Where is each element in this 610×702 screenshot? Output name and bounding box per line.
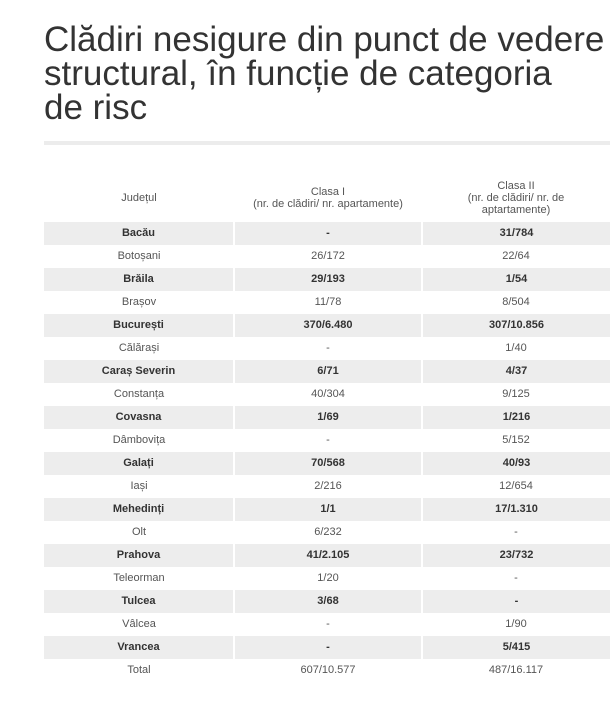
cell-class-2: 487/16.117 [488,664,544,676]
header-row [44,174,610,222]
cell-class-2: 307/10.856 [422,314,610,337]
cell-class-2: 5/152 [502,434,530,446]
cell-class-1: 6/71 [234,360,422,383]
title-line-1: Clădiri nesigure din punct de vedere [44,20,605,59]
cell-class-2: 4/37 [422,360,610,383]
cell-class-1: - [234,222,422,245]
header-class-2-sub-1: (nr. de clădiri/ nr. de [467,192,565,204]
table-row [44,406,610,429]
table-row [44,268,610,291]
title-divider [44,141,610,145]
table-row [44,245,610,268]
cell-class-1: 1/1 [234,498,422,521]
cell-county: Constanța [113,388,165,400]
cell-class-2: 23/732 [422,544,610,567]
cell-county: Galați [44,452,234,475]
table-row [44,590,610,613]
cell-county: Călărași [118,342,160,354]
cell-class-1: 26/172 [311,250,345,262]
cell-class-1: 370/6.480 [234,314,422,337]
table-row [44,613,610,636]
cell-class-1: 29/193 [234,268,422,291]
table-row [44,452,610,475]
cell-class-1: 41/2.105 [234,544,422,567]
table-row [44,383,610,406]
cell-class-1: 1/20 [317,572,339,584]
page-title [44,20,610,127]
table-row [44,337,610,360]
cell-county: Teleorman [113,572,165,584]
cell-county: Covasna [44,406,234,429]
cell-county: Mehedinți [44,498,234,521]
table-row [44,222,610,245]
table-row [44,429,610,452]
cell-county: Brăila [44,268,234,291]
cell-class-1: - [326,618,330,630]
cell-class-1: - [326,434,330,446]
cell-class-2: 1/216 [422,406,610,429]
header-class-1-name: Clasa I [310,186,346,198]
header-county [44,174,234,222]
table-row [44,544,610,567]
cell-class-2: - [514,572,518,584]
cell-class-1: - [326,342,330,354]
cell-county: Bacău [44,222,234,245]
cell-class-2: - [422,590,610,613]
cell-county: Prahova [44,544,234,567]
cell-class-2: 1/90 [505,618,527,630]
header-class-1 [234,174,422,222]
cell-county: Tulcea [44,590,234,613]
cell-class-2: 12/654 [499,480,533,492]
cell-county: București [44,314,234,337]
cell-county: Caraș Severin [44,360,234,383]
cell-class-1: 6/232 [314,526,342,538]
table-row [44,498,610,521]
cell-class-1: - [234,636,422,659]
risk-buildings-table [44,174,610,682]
title-line-2: structural, în funcție de categoria [44,54,552,93]
cell-county: Total [127,664,151,676]
cell-class-2: 8/504 [502,296,530,308]
cell-county: Brașov [121,296,157,308]
cell-class-2: 22/64 [502,250,530,262]
table-row [44,659,610,682]
cell-county: Vâlcea [122,618,156,630]
cell-class-1: 11/78 [314,296,342,308]
cell-class-2: 31/784 [422,222,610,245]
cell-class-2: 40/93 [422,452,610,475]
header-class-2-name: Clasa II [497,180,535,192]
header-class-1-sub: (nr. de clădiri/ nr. apartamente) [253,198,403,210]
cell-class-1: 607/10.577 [300,664,356,676]
cell-county: Botoșani [117,250,161,262]
table-row [44,291,610,314]
cell-county: Olt [131,526,147,538]
cell-class-1: 70/568 [234,452,422,475]
cell-class-1: 3/68 [234,590,422,613]
header-class-2 [422,174,610,222]
cell-class-2: - [514,526,518,538]
cell-class-1: 40/304 [311,388,345,400]
table-row [44,475,610,498]
cell-class-1: 2/216 [314,480,342,492]
table-row [44,636,610,659]
cell-county: Vrancea [44,636,234,659]
cell-class-1: 1/69 [234,406,422,429]
table-row [44,567,610,590]
cell-county: Iași [130,480,148,492]
table-row [44,360,610,383]
cell-class-2: 17/1.310 [422,498,610,521]
cell-class-2: 5/415 [422,636,610,659]
header-county-label: Județul [121,192,157,204]
title-line-3: de risc [44,88,148,127]
table-row [44,314,610,337]
table-body [44,222,610,682]
cell-class-2: 1/40 [505,342,527,354]
cell-class-2: 9/125 [502,388,530,400]
table-row [44,521,610,544]
table-header [44,174,610,222]
header-class-2-sub-2: aptartamente) [481,204,551,216]
cell-county: Dâmbovița [112,434,166,446]
cell-class-2: 1/54 [422,268,610,291]
